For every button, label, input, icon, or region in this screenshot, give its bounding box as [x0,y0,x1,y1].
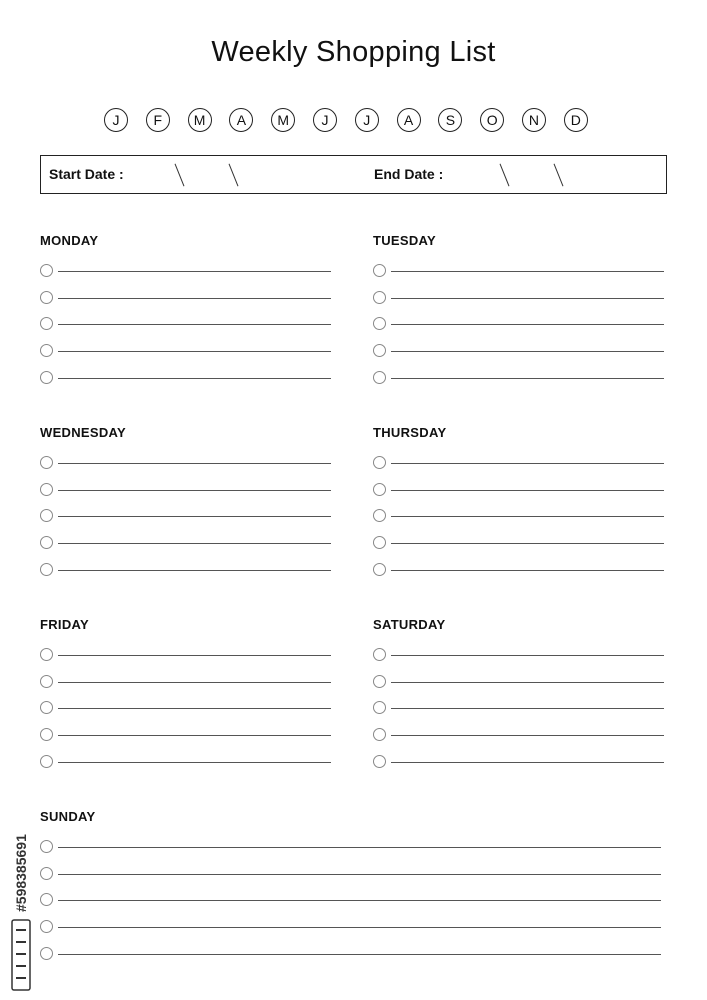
date-separator [229,164,239,187]
checkbox[interactable] [373,483,386,496]
write-line[interactable] [58,954,661,955]
write-line[interactable] [58,847,661,848]
write-line[interactable] [58,324,331,325]
day-title: SUNDAY [40,809,96,824]
write-line[interactable] [58,490,331,491]
checkbox[interactable] [40,867,53,880]
checkbox[interactable] [40,893,53,906]
date-range-box [40,155,667,194]
write-line[interactable] [391,762,664,763]
write-line[interactable] [391,351,664,352]
list-item [40,264,332,278]
checkbox[interactable] [373,675,386,688]
day-section-monday [40,233,332,383]
checkbox[interactable] [373,755,386,768]
list-item [40,371,332,385]
list-item [40,701,332,715]
list-item [373,509,665,523]
list-item [373,648,665,662]
write-line[interactable] [391,735,664,736]
write-line[interactable] [391,682,664,683]
list-item [40,728,332,742]
list-item [40,317,332,331]
checkbox[interactable] [373,371,386,384]
checkbox[interactable] [40,563,53,576]
write-line[interactable] [58,655,331,656]
checkbox[interactable] [373,563,386,576]
list-item [40,840,663,854]
list-item [373,291,665,305]
stock-logo-icon [12,920,30,990]
checkbox[interactable] [40,344,53,357]
list-item [40,893,663,907]
day-title: TUESDAY [373,233,437,248]
month-circle[interactable]: S [438,108,462,132]
date-separator [175,164,185,187]
checkbox[interactable] [40,920,53,933]
list-item [40,675,332,689]
write-line[interactable] [391,516,664,517]
checkbox[interactable] [40,947,53,960]
write-line[interactable] [391,324,664,325]
stock-watermark [8,762,34,994]
day-section-sunday [40,809,663,959]
checkbox[interactable] [40,536,53,549]
list-item [373,701,665,715]
list-item [373,675,665,689]
list-item [40,483,332,497]
list-item [40,291,332,305]
write-line[interactable] [58,735,331,736]
day-section-tuesday [373,233,665,383]
list-item [373,456,665,470]
list-item [373,317,665,331]
day-title: MONDAY [40,233,99,248]
month-circle[interactable]: A [229,108,253,132]
day-title: FRIDAY [40,617,89,632]
list-item [373,371,665,385]
date-separator [554,164,564,187]
month-circle[interactable]: F [146,108,170,132]
checkbox[interactable] [40,755,53,768]
checkbox[interactable] [40,728,53,741]
list-item [40,867,663,881]
month-circle[interactable]: A [397,108,421,132]
checkbox[interactable] [373,728,386,741]
write-line[interactable] [391,543,664,544]
write-line[interactable] [58,463,331,464]
watermark-id: #598385691 [13,834,29,912]
checkbox[interactable] [40,675,53,688]
checkbox[interactable] [40,701,53,714]
list-item [373,536,665,550]
day-title: THURSDAY [373,425,447,440]
checkbox[interactable] [373,264,386,277]
write-line[interactable] [58,927,661,928]
checkbox[interactable] [40,291,53,304]
month-circle[interactable]: M [188,108,212,132]
day-section-friday [40,617,332,767]
write-line[interactable] [391,298,664,299]
write-line[interactable] [58,682,331,683]
checkbox[interactable] [40,840,53,853]
list-item [373,755,665,769]
list-item [40,920,663,934]
checkbox[interactable] [373,509,386,522]
checkbox[interactable] [373,701,386,714]
start-date-label: Start Date : [49,166,124,182]
list-item [373,563,665,577]
list-item [40,344,332,358]
month-circle[interactable]: O [480,108,504,132]
checkbox[interactable] [373,291,386,304]
day-section-wednesday [40,425,332,575]
list-item [40,456,332,470]
month-circle[interactable]: M [271,108,295,132]
checkbox[interactable] [373,648,386,661]
list-item [373,344,665,358]
month-circle[interactable]: J [104,108,128,132]
write-line[interactable] [391,271,664,272]
list-item [40,947,663,961]
write-line[interactable] [58,762,331,763]
checkbox[interactable] [40,371,53,384]
month-circle[interactable]: J [313,108,337,132]
write-line[interactable] [58,570,331,571]
write-line[interactable] [391,570,664,571]
checkbox[interactable] [373,536,386,549]
day-section-thursday [373,425,665,575]
checkbox[interactable] [373,456,386,469]
day-title: WEDNESDAY [40,425,127,440]
date-separator [500,164,510,187]
list-item [373,483,665,497]
write-line[interactable] [58,351,331,352]
checkbox[interactable] [40,317,53,330]
month-selector [104,108,604,134]
checkbox[interactable] [40,483,53,496]
list-item [40,563,332,577]
write-line[interactable] [58,298,331,299]
day-title: SATURDAY [373,617,446,632]
list-item [40,648,332,662]
write-line[interactable] [58,874,661,875]
month-circle[interactable]: D [564,108,588,132]
checkbox[interactable] [40,648,53,661]
month-circle[interactable]: J [355,108,379,132]
write-line[interactable] [391,708,664,709]
write-line[interactable] [391,655,664,656]
end-date-label: End Date : [374,166,444,182]
checkbox[interactable] [40,456,53,469]
list-item [40,536,332,550]
write-line[interactable] [391,490,664,491]
write-line[interactable] [58,543,331,544]
write-line[interactable] [391,378,664,379]
list-item [40,509,332,523]
write-line[interactable] [391,463,664,464]
write-line[interactable] [58,708,331,709]
month-circle[interactable]: N [522,108,546,132]
list-item [40,755,332,769]
list-item [373,728,665,742]
checkbox[interactable] [373,344,386,357]
write-line[interactable] [58,900,661,901]
write-line[interactable] [58,516,331,517]
checkbox[interactable] [373,317,386,330]
day-section-saturday [373,617,665,767]
list-item [373,264,665,278]
checkbox[interactable] [40,264,53,277]
write-line[interactable] [58,378,331,379]
checkbox[interactable] [40,509,53,522]
page-title: Weekly Shopping List [211,36,496,68]
write-line[interactable] [58,271,331,272]
